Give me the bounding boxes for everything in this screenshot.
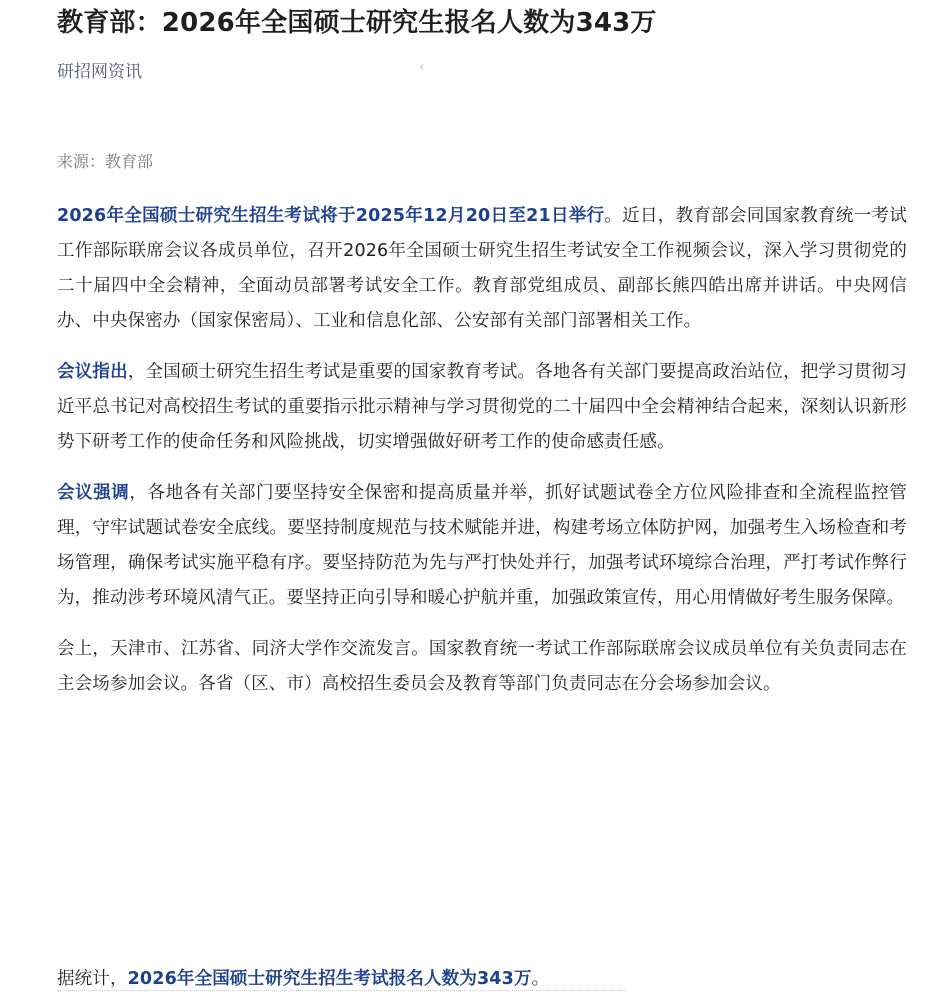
paragraph-2-lead: 会议指出	[57, 362, 128, 382]
paragraph-3	[57, 476, 907, 616]
paragraph-2-text: ，全国硕士研究生招生考试是重要的国家教育考试。各地各有关部门要提高政治站位，把学习贯彻习近平总书记对高校招生考试的重要指示批示精神与学习贯彻党的二十届四中全会精神结合起来，深刻认识新形势下研考工作的使命任务和风险挑战，切实增强做好研考工作的使命感责任感。	[57, 362, 907, 452]
article-body	[57, 199, 907, 716]
author-link[interactable]: 研招网资讯	[57, 62, 142, 82]
paragraph-1	[57, 199, 907, 339]
paragraph-4-text: 会上，天津市、江苏省、同济大学作交流发言。国家教育统一考试工作部际联席会议成员单位有关负责同志在主会场参加会议。各省（区、市）高校招生委员会及教育等部门负责同志在分会场参加会议。	[57, 639, 907, 694]
final-prefix: 据统计，	[57, 969, 128, 989]
bottom-divider	[57, 990, 627, 991]
author-follow-mark: ‹	[419, 60, 425, 75]
paragraph-1-text: 。近日，教育部会同国家教育统一考试工作部际联席会议各成员单位，召开2026年全国硕士研究生招生考试安全工作视频会议，深入学习贯彻党的二十届四中全会精神，全面动员部署考试安全工作。教育部党组成员、副部长熊四皓出席并讲话。中央网信办、中央保密办（国家保密局）、工业和信息化部、公安部有关部门部署相关工作。	[57, 206, 907, 331]
final-statistic	[57, 962, 549, 997]
article-source: 来源：教育部	[57, 152, 154, 171]
paragraph-2	[57, 355, 907, 460]
paragraph-3-lead: 会议强调	[57, 483, 130, 503]
paragraph-3-text: ，各地各有关部门要坚持安全保密和提高质量并举，抓好试题试卷全方位风险排查和全流程监控管理，守牢试题试卷安全底线。要坚持制度规范与技术赋能并进，构建考场立体防护网，加强考生入场检查和考场管理，确保考试实施平稳有序。要坚持防范为先与严打快处并行，加强考试环境综合治理，严打考试作弊行为，推动涉考环境风清气正。要坚持正向引导和暖心护航并重，加强政策宣传，用心用情做好考生服务保障。	[57, 483, 907, 608]
article-title: 教育部：2026年全国硕士研究生报名人数为343万	[57, 8, 657, 38]
final-highlight: 2026年全国硕士研究生招生考试报名人数为343万	[127, 969, 532, 989]
final-suffix: 。	[531, 969, 550, 989]
paragraph-4	[57, 632, 907, 702]
paragraph-1-lead: 2026年全国硕士研究生招生考试将于2025年12月20日至21日举行	[57, 206, 605, 226]
